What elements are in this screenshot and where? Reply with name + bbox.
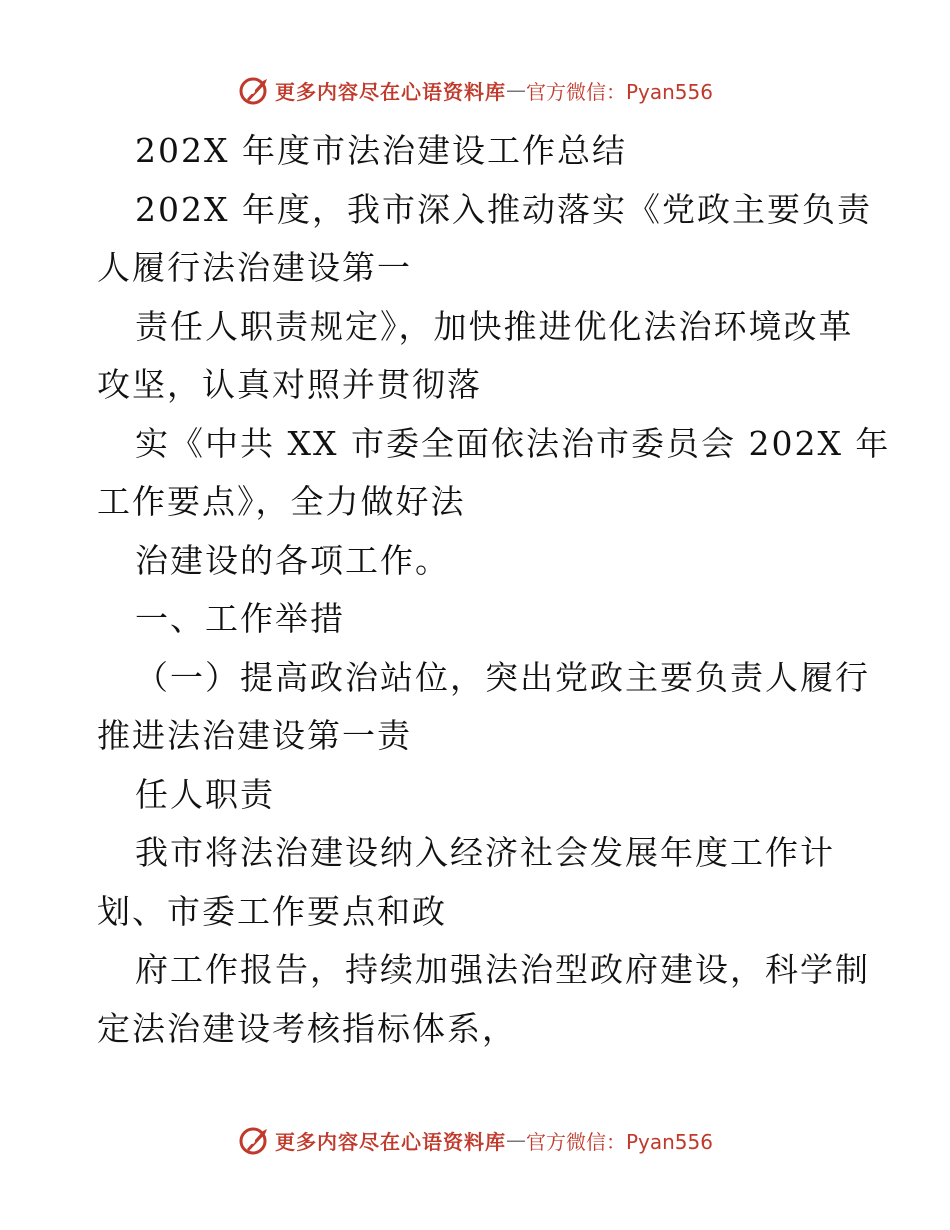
banner-wechat: 官方微信：Pyan556 [525,79,713,104]
paragraph-line: 治建设的各项工作。 [135,540,450,580]
header-banner [0,70,950,110]
paragraph-line: 我市将法治建设纳入经济社会发展年度工作计 [135,833,835,872]
banner-text: 更多内容尽在心语资料库 [274,1129,506,1154]
banner-text: 更多内容尽在心语资料库 [274,79,506,104]
section-heading: 一、工作举措 [135,599,345,638]
paragraph-line: 定法治建设考核指标体系， [97,1008,517,1048]
paragraph-line: 府工作报告，持续加强法治型政府建设，科学制 [135,950,870,989]
banner-separator: — [505,1128,526,1152]
paragraph-line: 实《中共 XX 市委全面依法治市委员会 202X 年 [135,423,891,463]
paragraph-line: 攻坚，认真对照并贯彻落 [97,365,482,404]
paragraph-line: 任人职责 [135,774,275,814]
paragraph-line: 划、市委工作要点和政 [97,891,447,931]
banner-separator: — [505,78,526,102]
paragraph-line: 责任人职责规定》，加快推进优化法治环境改革 [135,306,854,346]
doc-title: 202X 年度市法治建设工作总结 [135,131,627,170]
paragraph-line: 202X 年度，我市深入推动落实《党政主要负责 [135,189,872,229]
subsection-heading: （一）提高政治站位，突出党政主要负责人履行 [135,657,870,697]
banner-wechat: 官方微信：Pyan556 [525,1129,713,1154]
pen-logo-icon [237,73,271,107]
document-body [97,122,891,1058]
paragraph-line: 人履行法治建设第一 [97,248,412,287]
paragraph-line: 工作要点》，全力做好法 [97,482,466,521]
pen-logo-icon [237,1123,271,1157]
paragraph-line: 推进法治建设第一责 [97,716,412,755]
footer-banner [0,1120,950,1160]
